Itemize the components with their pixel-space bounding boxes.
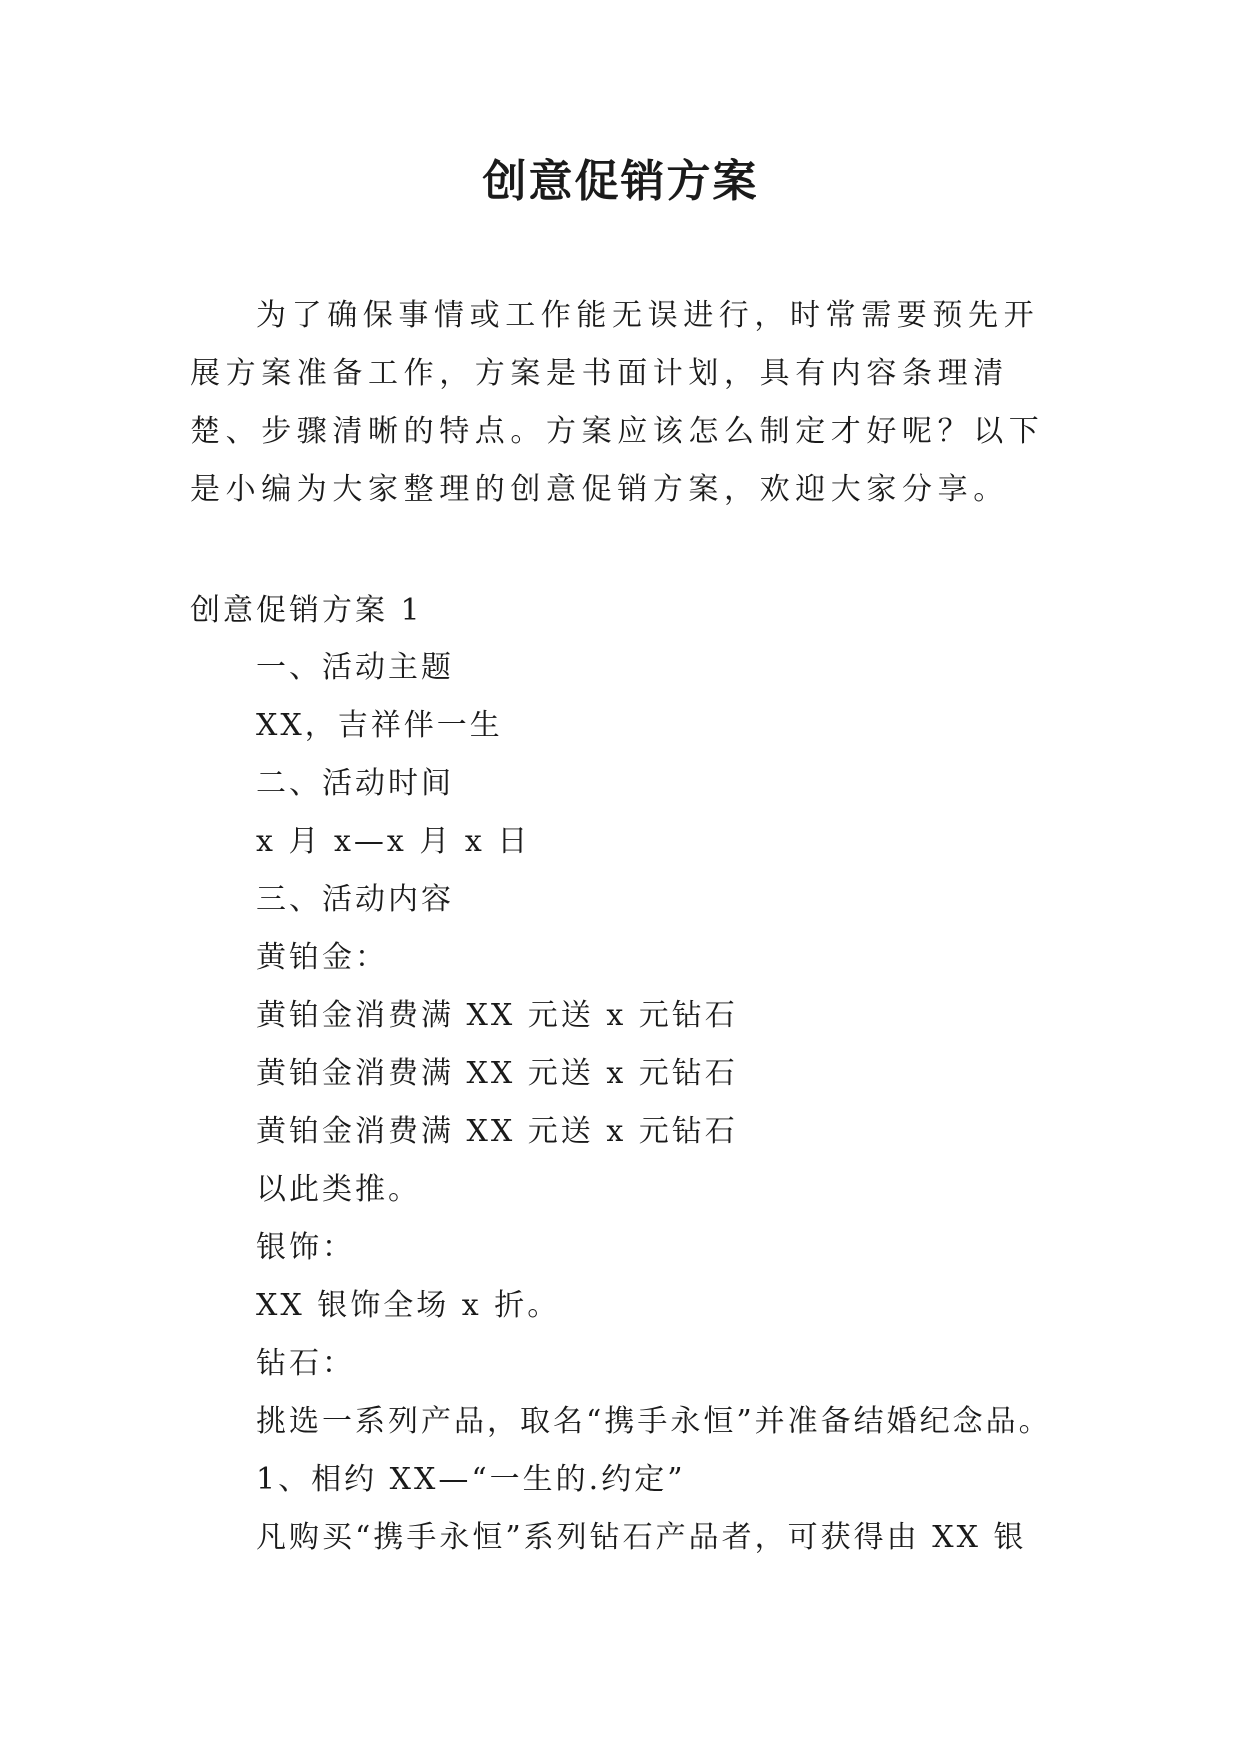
body-line: 凡购买“携手永恒”系列钻石产品者，可获得由 XX 银 — [256, 1520, 1027, 1555]
document-title: 创意促销方案 — [482, 156, 759, 207]
body-line: 挑选一系列产品，取名“携手永恒”并准备结婚纪念品。 — [256, 1404, 1052, 1439]
body-lines — [256, 639, 1056, 1567]
body-line: 以此类推。 — [256, 1172, 421, 1207]
section-heading: 创意促销方案 1 — [190, 593, 423, 628]
intro-paragraph: 为了确保事情或工作能无误进行，时常需要预先开展方案准备工作，方案是书面计划，具有内容条理清楚、步骤清晰的特点。方案应该怎么制定才好呢？以下是小编为大家整理的创意促销方案，欢迎大家分享。 — [190, 298, 1045, 507]
body-line: 黄铂金消费满 XX 元送 x 元钻石 — [256, 1114, 738, 1149]
body-line: XX 银饰全场 x 折。 — [256, 1288, 561, 1323]
body-line: 黄铂金： — [256, 940, 388, 975]
heading-activity-theme: 一、活动主题 — [256, 650, 454, 685]
body-line: 黄铂金消费满 XX 元送 x 元钻石 — [256, 1056, 738, 1091]
heading-activity-content: 三、活动内容 — [256, 882, 454, 917]
body-line: 银饰： — [256, 1230, 355, 1265]
body-line: x 月 x—x 月 x 日 — [256, 824, 531, 859]
body-line: 钻石： — [256, 1346, 355, 1381]
body-line: 黄铂金消费满 XX 元送 x 元钻石 — [256, 998, 738, 1033]
body-line: 1、相约 XX—“一生的.约定” — [256, 1462, 686, 1497]
body-line: XX，吉祥伴一生 — [256, 708, 503, 743]
heading-activity-time: 二、活动时间 — [256, 766, 454, 801]
